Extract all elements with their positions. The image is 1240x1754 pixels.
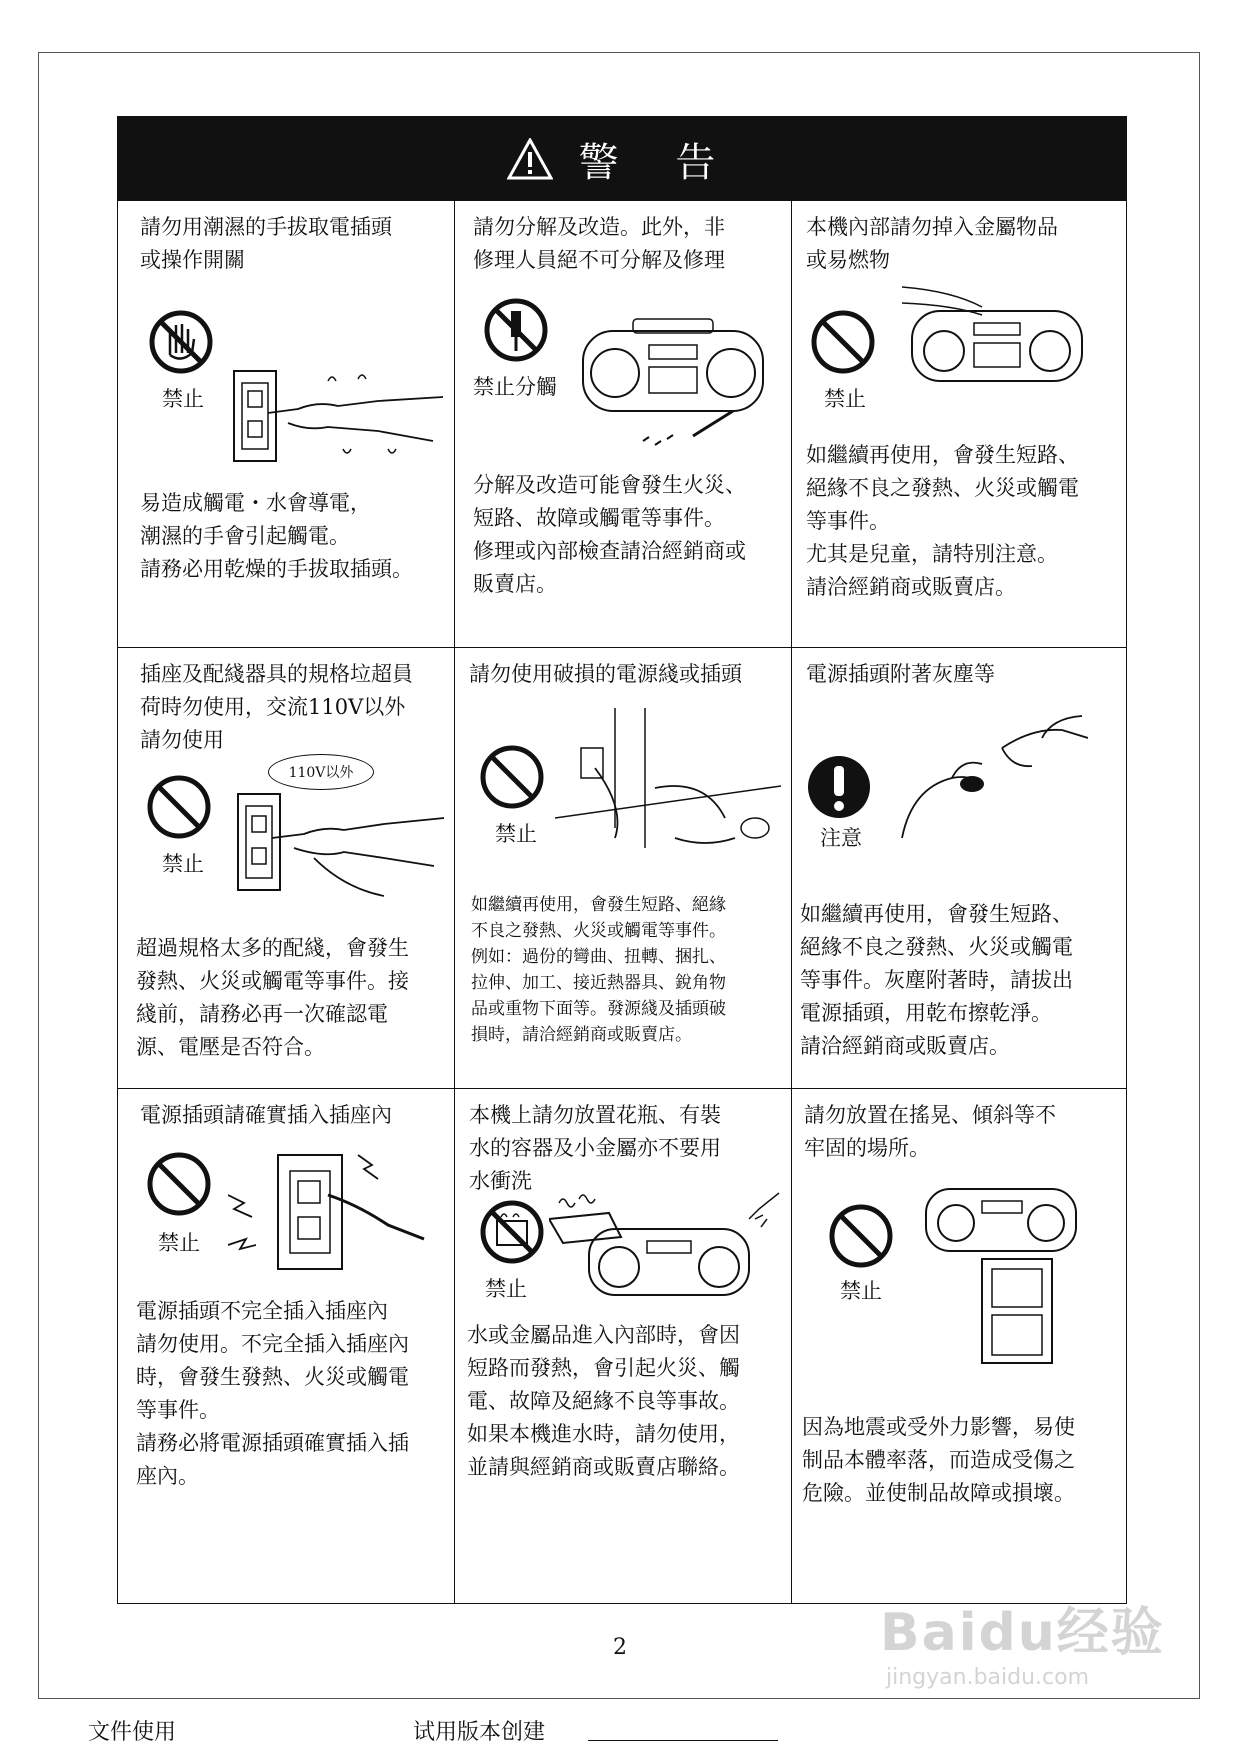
warning-cell-unstable-surface	[792, 1089, 1126, 1603]
cell-body: 分解及改造可能會發生火災、 短路、故障或觸電等事件。 修理或內部檢查請洽經銷商或 販賣店。	[473, 473, 746, 596]
prohibited-icon	[810, 309, 876, 375]
cell-body: 如繼續再使用，會發生短路、 絕緣不良之發熱、火災或觸電 等事件。 尤其是兒童，請特別注意。 請洽經銷商或販賣店。	[806, 443, 1079, 599]
watermark-url: jingyan.baidu.com	[886, 1665, 1090, 1690]
warning-title: 警 告	[578, 139, 738, 186]
warning-cell-metal-objects	[792, 201, 1126, 648]
baidu-watermark	[880, 1590, 1165, 1690]
caution-icon	[806, 754, 872, 820]
icon-label: 禁止	[158, 1231, 200, 1255]
cell-heading: 本機內部請勿掉入金屬物品 或易燃物	[806, 215, 1058, 272]
footer-left-text: 文件使用	[88, 1720, 177, 1745]
radio-screwdriver-illustration	[573, 311, 783, 451]
footer-middle-text: 试用版本创建	[413, 1720, 546, 1745]
icon-label: 禁止	[495, 822, 537, 846]
icon-label: 禁止分觸	[473, 375, 557, 399]
cell-heading: 電源插頭請確實插入插座內	[140, 1103, 392, 1127]
prohibited-icon	[479, 744, 545, 810]
cell-heading: 電源插頭附著灰塵等	[806, 662, 995, 686]
cell-heading: 本機上請勿放置花瓶、有裝 水的容器及小金屬亦不要用 水衝洗	[469, 1103, 721, 1193]
overload-plug-illustration	[234, 788, 448, 898]
icon-label: 禁止	[824, 387, 866, 411]
icon-label: 禁止	[485, 1277, 527, 1301]
watermark-logo: Baidu经验	[880, 1603, 1165, 1663]
no-disassembly-icon	[483, 297, 549, 363]
cell-body: 如繼續再使用，會發生短路、 絕緣不良之發熱、火災或觸電 等事件。灰塵附著時，請拔出 電源插頭，用乾布擦乾淨。 請洽經銷商或販賣店。	[800, 902, 1073, 1058]
cell-heading: 請勿放置在搖晃、傾斜等不 牢固的場所。	[804, 1103, 1056, 1160]
tilted-radio-shelf-illustration	[920, 1179, 1090, 1369]
no-water-icon	[479, 1199, 545, 1265]
warning-triangle-icon	[507, 138, 553, 180]
prohibited-icon	[146, 774, 212, 840]
warning-cell-dust	[792, 648, 1126, 1089]
cell-body: 易造成觸電・水會導電， 潮濕的手會引起觸電。 請務必用乾燥的手拔取插頭。	[140, 491, 413, 581]
page-number: 2	[613, 1635, 627, 1660]
warning-cell-plug-insertion	[118, 1089, 455, 1603]
icon-label: 禁止	[162, 387, 204, 411]
warning-table	[117, 116, 1127, 1604]
footer-underline	[588, 1740, 778, 1741]
cell-heading: 插座及配綫器具的規格垃超員 荷時勿使用，交流110V以外 請勿使用	[140, 662, 413, 752]
prohibited-icon	[828, 1203, 894, 1269]
wet-hand-plug-illustration	[228, 361, 448, 471]
warning-cell-wet-hands	[118, 201, 455, 648]
warning-cell-overload	[118, 648, 455, 1089]
voltage-bubble: 110V以外	[268, 754, 374, 790]
icon-label: 禁止	[840, 1279, 882, 1303]
cell-body: 水或金屬品進入內部時，會因 短路而發熱，會引起火災、觸 電、故障及絕緣不良等事故。 如果本機進水時，請勿使用， 並請與經銷商或販賣店聯絡。	[467, 1323, 740, 1479]
warning-cell-water	[455, 1089, 792, 1603]
loose-plug-illustration	[228, 1145, 428, 1275]
cell-body: 超過規格太多的配綫，會發生 發熱、火災或觸電等事件。接 綫前，請務必再一次確認電 源、電壓是否符合。	[136, 936, 409, 1059]
cell-heading: 請勿使用破損的電源綫或插頭	[469, 662, 742, 686]
dust-wipe-illustration	[892, 708, 1088, 848]
icon-label: 禁止	[162, 852, 204, 876]
prohibited-icon	[146, 1151, 212, 1217]
cell-body: 因為地震或受外力影響，易使 制品本體率落，而造成受傷之 危險。並使制品故障或損壞。	[802, 1415, 1075, 1505]
cell-body: 如繼續再使用，會發生短路、絕緣 不良之發熱、火災或觸電等事件。 例如：過份的彎曲、扭轉、捆扎、 拉伸、加工、接近熱器具、銳角物 品或重物下面等。發源綫及插頭破 損時，請洽經銷商或販賣店。	[471, 895, 726, 1045]
damaged-cord-illustration	[555, 708, 781, 858]
cell-heading: 請勿分解及改造。此外，非 修理人員絕不可分解及修理	[473, 215, 725, 272]
warning-cell-damaged-cord	[455, 648, 792, 1089]
icon-label: 注意	[820, 826, 862, 850]
warning-header	[118, 117, 1126, 201]
cell-heading: 請勿用潮濕的手拔取電插頭 或操作開關	[140, 215, 392, 272]
warning-cell-disassembly	[455, 201, 792, 648]
radio-insert-illustration	[902, 281, 1088, 391]
cell-body: 電源插頭不完全插入插座內 請勿使用。不完全插入插座內 時，會發生發熱、火災或觸電 等事件。 請務必將電源插頭確實插入插 座內。	[136, 1299, 409, 1488]
vase-radio-illustration	[549, 1189, 785, 1299]
no-wet-hand-icon	[148, 309, 214, 375]
